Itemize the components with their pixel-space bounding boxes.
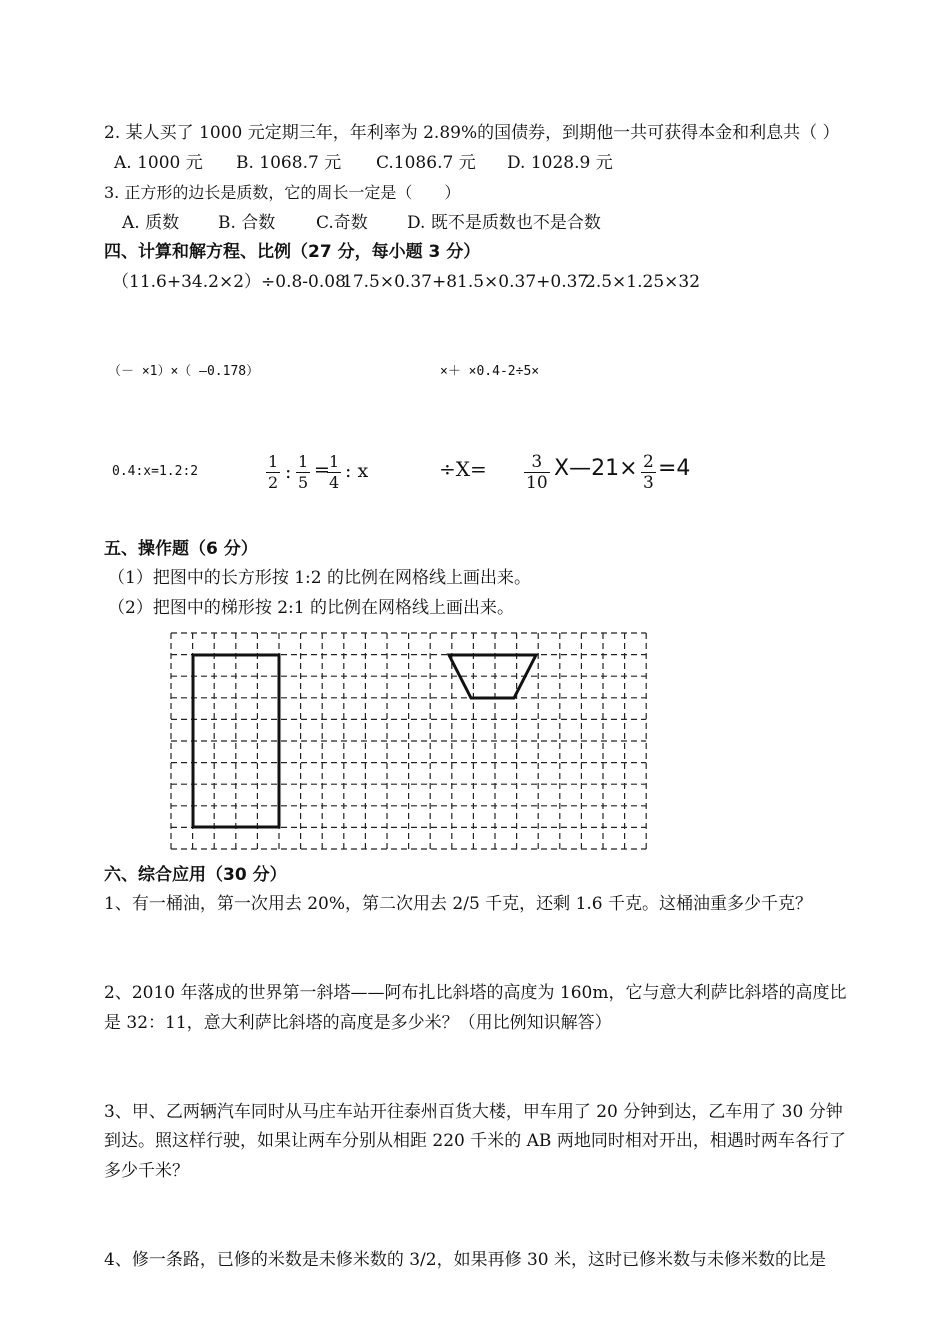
q2-option-d: D. 1028.9 元 (507, 153, 613, 173)
eq2-f2-den: 5 (298, 473, 309, 492)
eq2-f3-den: 4 (329, 473, 340, 492)
eq4-tail: =4 (658, 456, 691, 481)
section-5-item-1: （1）把图中的长方形按 1:2 的比例在网格线上画出来。 (108, 568, 531, 588)
q3-option-d: D. 既不是质数也不是合数 (407, 213, 601, 233)
section-4-heading: 四、计算和解方程、比例（27 分，每小题 3 分） (104, 242, 481, 262)
eq2-f1-num: 1 (268, 452, 279, 471)
eq2-tail: : x (345, 460, 369, 482)
q2-option-c: C.1086.7 元 (376, 153, 476, 173)
section-6-heading: 六、综合应用（30 分） (104, 865, 287, 885)
trapezoid-shape (449, 655, 536, 698)
problem-3-line-1: 3、甲、乙两辆汽车同时从马庄车站开往泰州百货大楼，甲车用了 20 分钟到达，乙车用了 30 分钟 (104, 1102, 843, 1122)
q2-option-b: B. 1068.7 元 (236, 153, 342, 173)
eq4-f2-den: 3 (643, 473, 654, 493)
calc-5: ×＋ ×0.4-2÷5× (440, 364, 540, 379)
q3-option-b: B. 合数 (218, 213, 276, 233)
eq4-f2-num: 2 (643, 452, 654, 472)
eq4-fraction-2 (641, 452, 656, 493)
eq2-f2-num: 1 (298, 452, 309, 471)
eq4-fraction-1 (524, 452, 550, 493)
section-5-heading: 五、操作题（6 分） (104, 539, 258, 559)
eq2-f1-den: 2 (268, 473, 279, 492)
question-3-text: 3. 正方形的边长是质数，它的周长一定是（ ） (104, 183, 461, 202)
q2-option-a: A. 1000 元 (114, 153, 203, 173)
eq2-fraction-2 (296, 452, 310, 493)
q3-option-a: A. 质数 (122, 213, 180, 233)
calc-3: 2.5×1.25×32 (585, 272, 701, 292)
eq2-fraction-1 (266, 452, 280, 493)
eq2-equals: = (314, 459, 330, 481)
eq2-fraction-3 (327, 452, 341, 493)
section-5-item-2: （2）把图中的梯形按 2:1 的比例在网格线上画出来。 (108, 598, 514, 618)
question-2-text: 2. 某人买了 1000 元定期三年，年利率为 2.89%的国债券，到期他一共可获得本金和利息共（ ） (104, 123, 840, 143)
eq2-f3-num: 1 (329, 452, 340, 471)
dashed-grid (171, 633, 646, 849)
equation-1: 0.4:x=1.2:2 (112, 464, 199, 479)
calc-1: （11.6+34.2×2）÷0.8-0.08 (112, 272, 346, 292)
problem-2-line-1: 2、2010 年落成的世界第一斜塔——阿布扎比斜塔的高度为 160m，它与意大利萨比斜塔的高度比 (104, 983, 847, 1003)
calc-2: 17.5×0.37+81.5×0.37+0.37 (342, 272, 589, 292)
eq4-f1-den: 10 (526, 473, 548, 493)
problem-1: 1、有一桶油，第一次用去 20%，第二次用去 2/5 千克，还剩 1.6 千克。这桶油重多少千克？ (104, 894, 813, 914)
problem-2-line-2: 是 32：11，意大利萨比斜塔的高度是多少米？（用比例知识解答） (104, 1013, 612, 1033)
calc-4: （－ ×1）×（ —0.178） (108, 364, 260, 379)
rectangle-shape (193, 655, 279, 827)
eq2-colon-1: : (285, 461, 292, 483)
problem-4: 4、修一条路，已修的米数是未修米数的 3/2，如果再修 30 米，这时已修米数与未修米数的比是 (104, 1250, 827, 1270)
problem-3-line-3: 多少千米？ (104, 1161, 189, 1181)
problem-3-line-2: 到达。照这样行驶，如果让两车分别从相距 220 千米的 AB 两地同时相对开出，相遇时两车各行了 (104, 1131, 846, 1151)
eq4-f1-num: 3 (524, 452, 550, 473)
equation-3: ÷X= (439, 457, 487, 481)
q3-option-c: C.奇数 (316, 213, 368, 233)
eq4-middle: X—21× (554, 456, 638, 481)
